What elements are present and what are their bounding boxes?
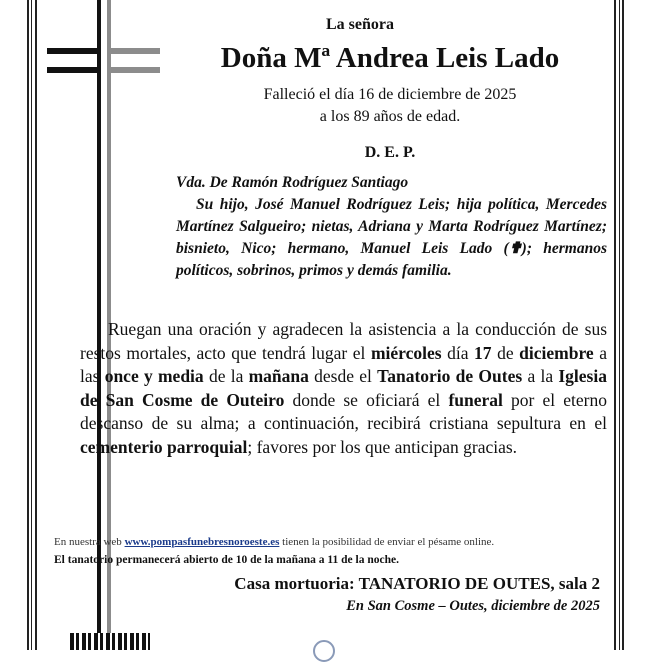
widow-line: Vda. De Ramón Rodríguez Santiago xyxy=(176,174,409,191)
opening-hours: El tanatorio permanecerá abierto de 10 de la mañana a 11 de la noche. xyxy=(54,554,399,566)
ceremony-paragraph: Ruegan una oración y agradecen la asistencia a la conducción de sus restos mortales, acto que tendrá lugar el miércoles día 17 de diciembre a las once y media de la mañana desde el Tanatorio de Outes a la Iglesia de San Cosme de Outeiro donde se oficiará el funeral por el eterno descanso de su alma; a continuación, recibirá cristiana sepultura en el cementerio parroquial; favores por los que anticipan gracias. xyxy=(80,319,607,457)
web-note: En nuestra web www.pompasfunebresnoroeste.es tienen la posibilidad de enviar el pésame online. xyxy=(54,536,495,548)
family-list xyxy=(176,172,607,282)
funeral-home-logo xyxy=(313,640,335,662)
dep: D. E. P. xyxy=(364,144,416,161)
family-text: Su hijo, José Manuel Rodríguez Leis; hija política, Mercedes Martínez Salgueiro; nietas, Adriana y Marta Rodríguez Martínez; bisnieto, Nico; hermano, Manuel Leis Lado (✟); hermanos políticos, sobrinos, primos y demás familia. xyxy=(176,196,607,279)
website-link[interactable]: www.pompasfunebresnoroeste.es xyxy=(124,536,280,548)
funeral-home: Casa mortuoria: TANATORIO DE OUTES, sala 2 xyxy=(234,574,600,593)
deceased-name: Doña Mª Andrea Leis Lado xyxy=(220,42,560,74)
qr-code-icon[interactable] xyxy=(70,633,150,650)
death-date: Falleció el día 16 de diciembre de 2025 xyxy=(263,86,517,103)
place-date: En San Cosme – Outes, diciembre de 2025 xyxy=(346,598,600,614)
title-line: La señora xyxy=(326,16,394,33)
age: a los 89 años de edad. xyxy=(319,108,461,125)
